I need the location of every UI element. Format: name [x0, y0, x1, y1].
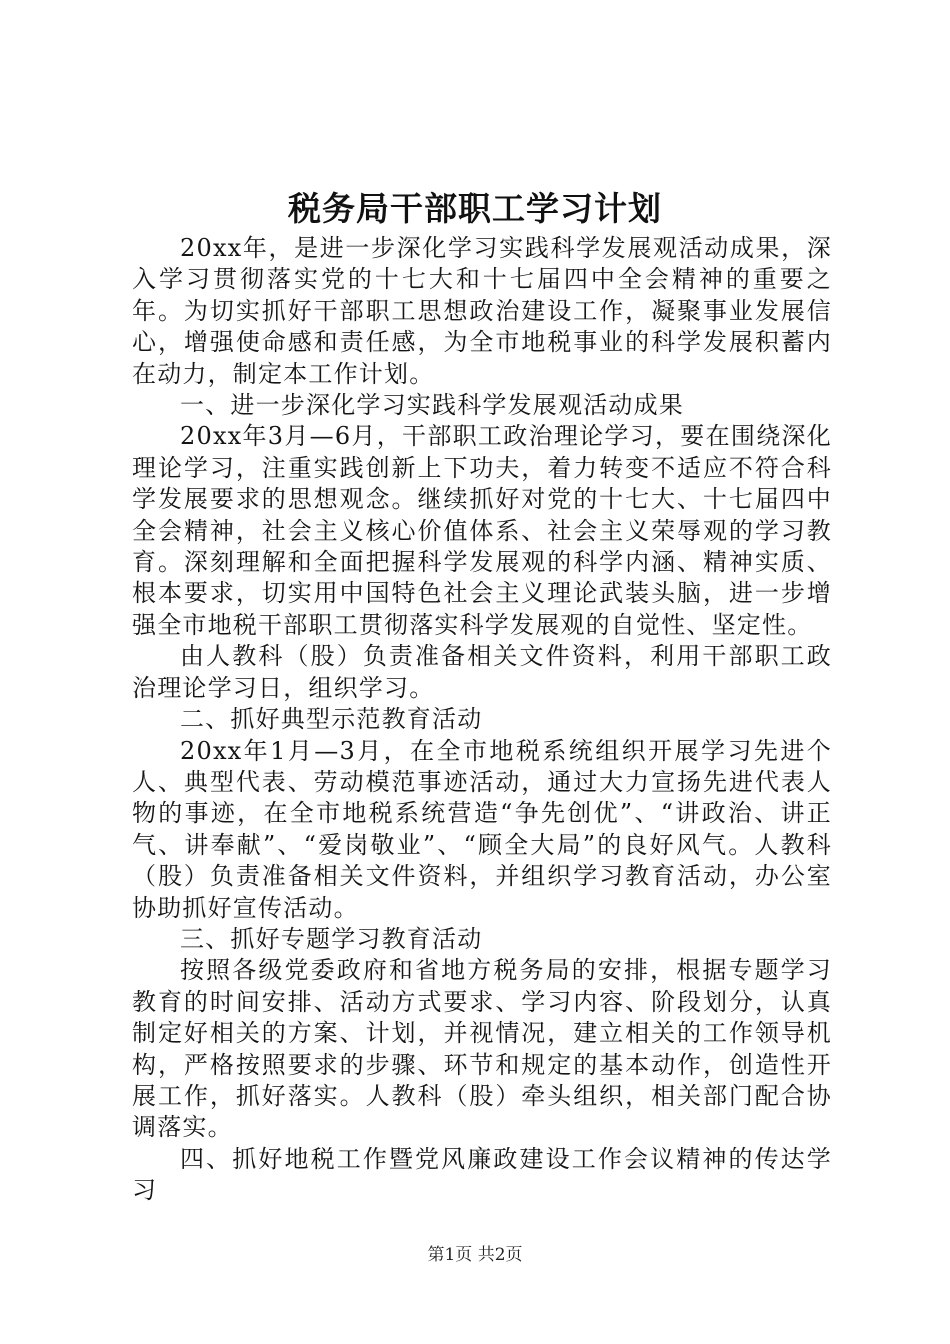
document-body	[132, 233, 832, 1207]
paragraph-section-3: 按照各级党委政府和省地方税务局的安排，根据专题学习教育的时间安排、活动方式要求、学习内容、阶段划分，认真制定好相关的方案、计划，并视情况，建立相关的工作领导机构，严格按照要求的步骤、环节和规定的基本动作，创造性开展工作，抓好落实。人教科（股）牵头组织，相关部门配合协调落实。	[132, 956, 832, 1142]
paragraph-section-1-responsibility: 由人教科（股）负责准备相关文件资料，利用干部职工政治理论学习日，组织学习。	[132, 642, 832, 702]
document-title: 税务局干部职工学习计划	[288, 189, 662, 228]
paragraph-section-2: 20xx年1月—3月，在全市地税系统组织开展学习先进个人、典型代表、劳动模范事迹活动，通过大力宣扬先进代表人物的事迹，在全市地税系统营造“争先创优”、“讲政治、讲正气、讲奉献”、“爱岗敬业”、“顾全大局”的良好风气。人教科（股）负责准备相关文件资料，并组织学习教育活动，办公室协助抓好宣传活动。	[132, 736, 832, 922]
section-heading-1: 一、进一步深化学习实践科学发展观活动成果	[180, 391, 684, 420]
paragraph-intro: 20xx年，是进一步深化学习实践科学发展观活动成果，深入学习贯彻落实党的十七大和十七届四中全会精神的重要之年。为切实抓好干部职工思想政治建设工作，凝聚事业发展信心，增强使命感和责任感，为全市地税事业的科学发展积蓄内在动力，制定本工作计划。	[132, 234, 832, 388]
page-number-footer: 第1页 共2页	[427, 1245, 523, 1265]
section-heading-3: 三、抓好专题学习教育活动	[180, 924, 483, 953]
section-heading-4: 四、抓好地税工作暨党风廉政建设工作会议精神的传达学习	[132, 1144, 832, 1205]
paragraph-section-1: 20xx年3月—6月，干部职工政治理论学习，要在围绕深化理论学习，注重实践创新上下功夫，着力转变不适应不符合科学发展要求的思想观念。继续抓好对党的十七大、十七届四中全会精神，社会主义核心价值体系、社会主义荣辱观的学习教育。深刻理解和全面把握科学发展观的科学内涵、精神实质、根本要求，切实用中国特色社会主义理论武装头脑，进一步增强全市地税干部职工贯彻落实科学发展观的自觉性、坚定性。	[132, 422, 832, 639]
section-heading-2: 二、抓好典型示范教育活动	[180, 705, 483, 734]
